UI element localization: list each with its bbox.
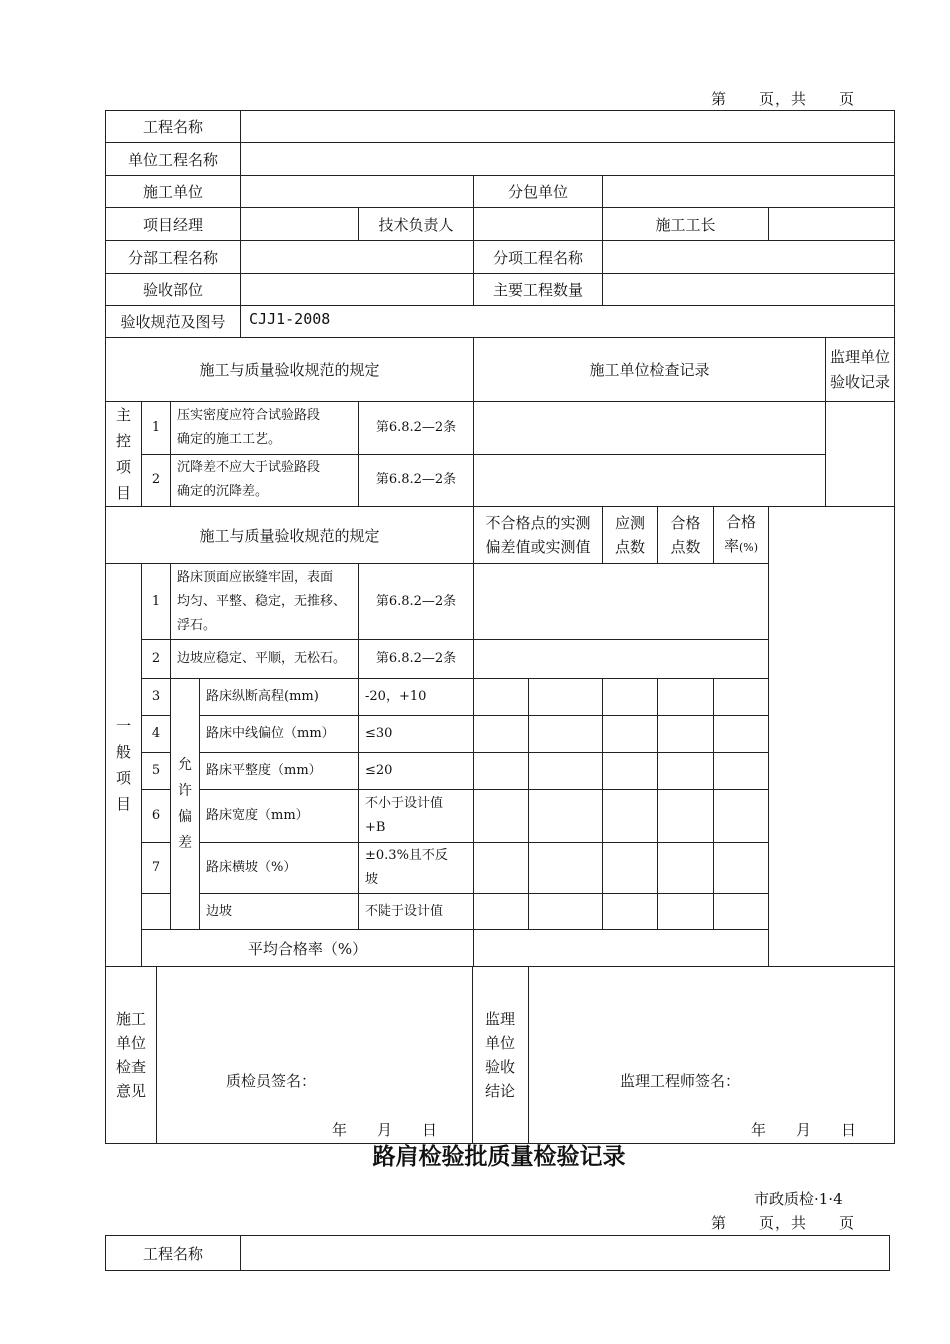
main-item-clause: 第6.8.2—2条 xyxy=(359,454,474,507)
measure-cell[interactable] xyxy=(474,679,529,716)
dev-item-name: 路床横坡（%） xyxy=(200,843,359,894)
measure-cell[interactable] xyxy=(714,753,769,790)
page-number-header-2: 第 页，共 页 xyxy=(711,1214,856,1232)
dev-item-no: 4 xyxy=(142,716,171,753)
tech-lead-label: 技术负责人 xyxy=(359,208,474,241)
form2-table xyxy=(105,1235,890,1271)
tech-lead-field[interactable] xyxy=(474,208,603,241)
form2-code: 市政质检·1·4 xyxy=(754,1190,843,1208)
main-quantity-label: 主要工程数量 xyxy=(474,274,603,306)
dev-item-no xyxy=(142,894,171,930)
dev-item-name: 边坡 xyxy=(200,894,359,930)
measure-cell[interactable] xyxy=(474,790,529,843)
measure-cell[interactable] xyxy=(658,753,714,790)
spec-rules-header: 施工与质量验收规范的规定 xyxy=(106,338,474,402)
fail-points-header: 不合格点的实测 偏差值或实测值 xyxy=(474,507,603,564)
dev-item-value: 不小于设计值 +B xyxy=(359,790,474,843)
acceptance-part-label: 验收部位 xyxy=(106,274,241,306)
form2-project-name-field[interactable] xyxy=(241,1236,890,1271)
measure-cell[interactable] xyxy=(603,753,658,790)
measure-cell[interactable] xyxy=(529,843,603,894)
pm-label: 项目经理 xyxy=(106,208,241,241)
general-item-record[interactable] xyxy=(474,564,769,640)
measure-cell[interactable] xyxy=(658,790,714,843)
engineer-signature[interactable]: 监理工程师签名： xyxy=(620,1072,741,1090)
dev-item-name: 路床宽度（mm） xyxy=(200,790,359,843)
acceptance-part-field[interactable] xyxy=(241,274,474,306)
general-item-clause: 第6.8.2—2条 xyxy=(359,640,474,679)
division-field[interactable] xyxy=(241,241,474,274)
measure-cell[interactable] xyxy=(529,716,603,753)
measure-cell[interactable] xyxy=(603,843,658,894)
supervisor-conclusion-label: 监理 单位 验收 结论 xyxy=(484,1010,515,1100)
measure-cell[interactable] xyxy=(658,894,714,930)
allowed-deviation-label: 允 许 偏 差 xyxy=(171,679,200,930)
dev-item-name: 路床纵断高程(mm) xyxy=(200,679,359,716)
dev-item-no: 7 xyxy=(142,843,171,894)
general-item-clause: 第6.8.2—2条 xyxy=(359,564,474,640)
spec-rules-header-2: 施工与质量验收规范的规定 xyxy=(106,507,474,564)
measure-cell[interactable] xyxy=(474,843,529,894)
spec-value[interactable]: CJJ1-2008 xyxy=(241,306,895,338)
general-item-no: 1 xyxy=(142,564,171,640)
dev-item-no: 6 xyxy=(142,790,171,843)
measure-cell[interactable] xyxy=(603,894,658,930)
avg-pass-rate-field[interactable] xyxy=(474,930,769,967)
dev-item-value: ≤20 xyxy=(359,753,474,790)
dev-item-value: 不陡于设计值 xyxy=(359,894,474,930)
construction-unit-label: 施工单位 xyxy=(106,176,241,208)
foreman-field[interactable] xyxy=(769,208,895,241)
dev-item-no: 5 xyxy=(142,753,171,790)
dev-item-no: 3 xyxy=(142,679,171,716)
main-item-desc: 压实密度应符合试验路段 确定的施工工艺。 xyxy=(171,402,359,455)
signature-section xyxy=(106,967,895,1144)
form2-title: 路肩检验批质量检验记录 xyxy=(372,1144,626,1170)
measure-cell[interactable] xyxy=(603,716,658,753)
pass-rate-header: 合格 率(%) xyxy=(714,507,769,564)
main-quantity-field[interactable] xyxy=(603,274,895,306)
should-points-header: 应测 点数 xyxy=(603,507,658,564)
dev-item-value: -20，+10 xyxy=(359,679,474,716)
subitem-label: 分项工程名称 xyxy=(474,241,603,274)
measure-cell[interactable] xyxy=(714,894,769,930)
general-item-desc: 边坡应稳定、平顺，无松石。 xyxy=(171,640,359,679)
construction-date[interactable]: 年 月 日 xyxy=(332,1121,438,1139)
measure-cell[interactable] xyxy=(658,679,714,716)
project-name-field[interactable] xyxy=(241,111,895,143)
unit-project-label: 单位工程名称 xyxy=(106,143,241,176)
main-item-record[interactable] xyxy=(474,454,826,507)
construction-opinion-label: 施工 单位 检查 意见 xyxy=(106,967,157,1143)
inspector-signature[interactable]: 质检员签名： xyxy=(226,1072,317,1090)
measure-cell[interactable] xyxy=(714,843,769,894)
supervisor-record-header: 监理单位 验收记录 xyxy=(826,338,895,402)
measure-cell[interactable] xyxy=(658,716,714,753)
subitem-field[interactable] xyxy=(603,241,895,274)
dev-item-name: 路床中线偏位（mm） xyxy=(200,716,359,753)
measure-cell[interactable] xyxy=(603,790,658,843)
subcontract-label: 分包单位 xyxy=(474,176,603,208)
pm-field[interactable] xyxy=(241,208,359,241)
measure-cell[interactable] xyxy=(714,679,769,716)
subcontract-field[interactable] xyxy=(603,176,895,208)
measure-cell[interactable] xyxy=(529,894,603,930)
dev-item-name: 路床平整度（mm） xyxy=(200,753,359,790)
check-record-header: 施工单位检查记录 xyxy=(474,338,826,402)
main-supervisor-record[interactable] xyxy=(826,402,895,507)
dev-item-value: ≤30 xyxy=(359,716,474,753)
main-item-record[interactable] xyxy=(474,402,826,455)
general-item-desc: 路床顶面应嵌缝牢固，表面 均匀、平整、稳定，无推移、 浮石。 xyxy=(171,564,359,640)
measure-cell[interactable] xyxy=(529,679,603,716)
general-supervisor-record[interactable] xyxy=(769,507,895,967)
foreman-label: 施工工长 xyxy=(603,208,769,241)
general-item-record[interactable] xyxy=(474,640,769,679)
measure-cell[interactable] xyxy=(529,790,603,843)
general-item-no: 2 xyxy=(142,640,171,679)
measure-cell[interactable] xyxy=(529,753,603,790)
measure-cell[interactable] xyxy=(474,716,529,753)
unit-project-field[interactable] xyxy=(241,143,895,176)
supervisor-date[interactable]: 年 月 日 xyxy=(751,1121,857,1139)
page-number-header: 第 页，共 页 xyxy=(711,90,856,108)
dev-item-value: ±0.3%且不反 坡 xyxy=(359,843,474,894)
avg-pass-rate-label: 平均合格率（%） xyxy=(142,930,474,967)
main-item-no: 1 xyxy=(142,402,171,455)
measure-cell[interactable] xyxy=(474,894,529,930)
main-control-label: 主 控 项 目 xyxy=(106,402,142,507)
construction-unit-field[interactable] xyxy=(241,176,474,208)
main-item-clause: 第6.8.2—2条 xyxy=(359,402,474,455)
main-item-no: 2 xyxy=(142,454,171,507)
measure-cell[interactable] xyxy=(603,679,658,716)
division-label: 分部工程名称 xyxy=(106,241,241,274)
measure-cell[interactable] xyxy=(474,753,529,790)
form2-project-name-label: 工程名称 xyxy=(106,1236,241,1271)
general-items-label: 一 般 项 目 xyxy=(106,564,142,967)
project-name-label: 工程名称 xyxy=(106,111,241,143)
measure-cell[interactable] xyxy=(714,716,769,753)
pass-points-header: 合格 点数 xyxy=(658,507,714,564)
main-item-desc: 沉降差不应大于试验路段 确定的沉降差。 xyxy=(171,454,359,507)
spec-label: 验收规范及图号 xyxy=(106,306,241,338)
inspection-form-table xyxy=(105,110,895,1144)
measure-cell[interactable] xyxy=(658,843,714,894)
measure-cell[interactable] xyxy=(714,790,769,843)
